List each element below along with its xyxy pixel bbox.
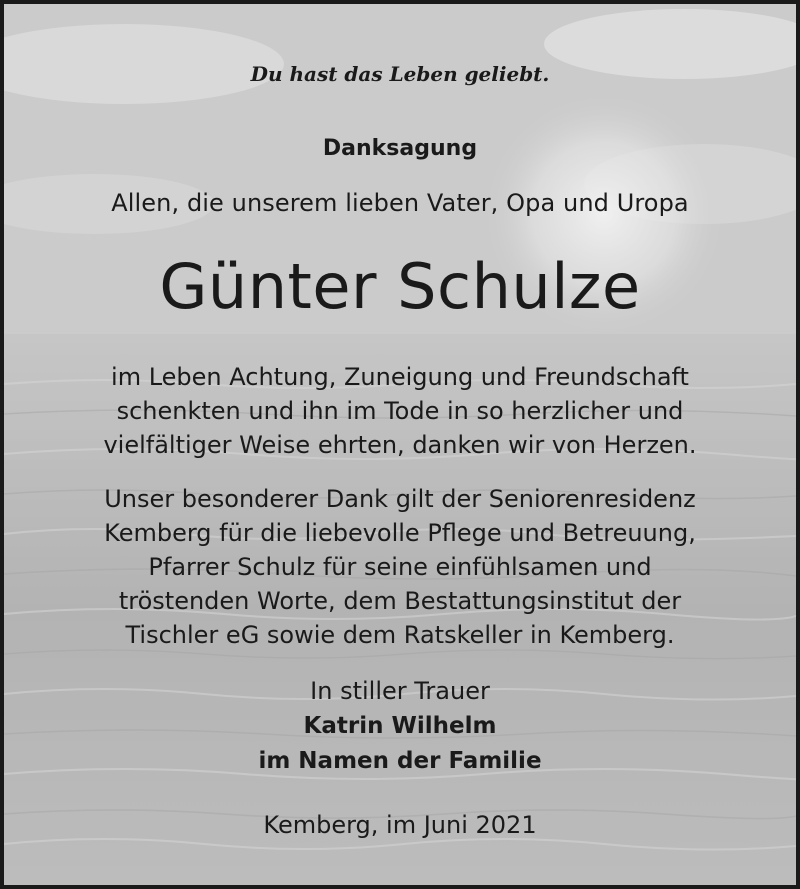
paragraph1-line: vielfältiger Weise ehrten, danken wir von Herzen.	[103, 431, 697, 459]
notice-text	[4, 4, 796, 885]
paragraph2-line: Unser besonderer Dank gilt der Seniorenresidenz	[104, 485, 696, 513]
paragraph1-line: schenkten und ihn im Tode in so herzlicher und	[116, 397, 684, 425]
paragraph2-line: tröstenden Worte, dem Bestattungsinstitut der	[118, 587, 682, 615]
deceased-name: Günter Schulze	[159, 250, 641, 323]
intro-line: Allen, die unserem lieben Vater, Opa und Uropa	[111, 189, 689, 217]
paragraph2-line: Pfarrer Schulz für seine einfühlsamen und	[148, 553, 652, 581]
closing-phrase: In stiller Trauer	[310, 677, 490, 705]
place-date: Kemberg, im Juni 2021	[263, 811, 537, 839]
paragraph1-line: im Leben Achtung, Zuneigung und Freundschaft	[111, 363, 689, 391]
signatory-name: Katrin Wilhelm	[303, 713, 497, 739]
signatory-family: im Namen der Familie	[258, 748, 542, 774]
paragraph2-line: Tischler eG sowie dem Ratskeller in Kemberg.	[125, 621, 675, 649]
motto: Du hast das Leben geliebt.	[250, 62, 550, 86]
heading: Danksagung	[322, 136, 478, 161]
paragraph2-line: Kemberg für die liebevolle Pflege und Betreuung,	[104, 519, 696, 547]
